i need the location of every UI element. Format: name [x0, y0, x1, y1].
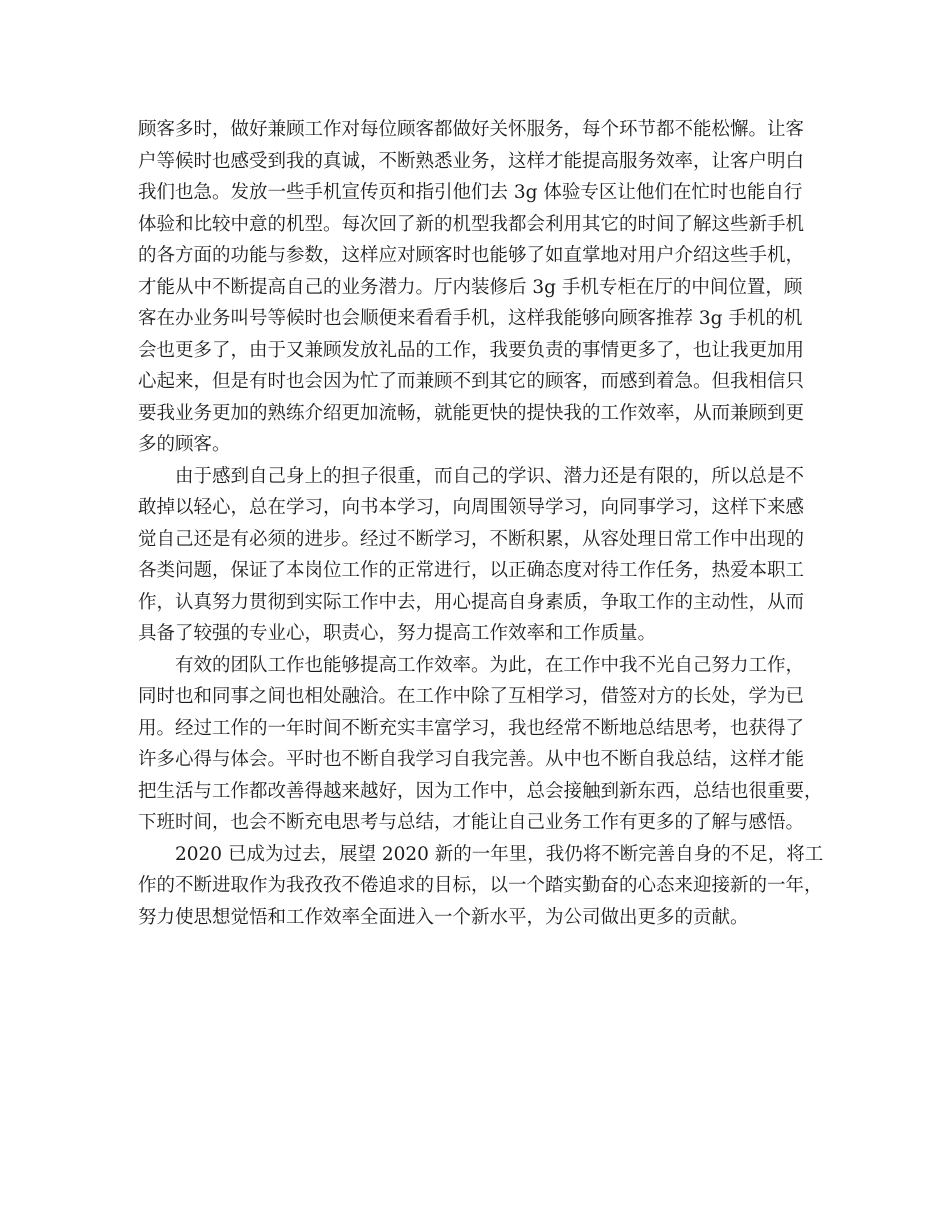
text-line: 敢掉以轻心，总在学习，向书本学习，向周围领导学习，向同事学习，这样下来感: [138, 497, 805, 518]
text-line: 我们也急。发放一些手机宣传页和指引他们去 3g 体验专区让他们在忙时也能自行: [138, 182, 803, 203]
text-line: 2020 已成为过去，展望 2020 新的一年里，我仍将不断完善自身的不足，将工: [175, 843, 824, 865]
text-line: 具备了较强的专业心，职责心，努力提高工作效率和工作质量。: [138, 623, 657, 644]
text-line: 心起来，但是有时也会因为忙了而兼顾不到其它的顾客，而感到着急。但我相信只: [138, 371, 805, 392]
text-line: 的各方面的功能与参数，这样应对顾客时也能够了如直掌地对用户介绍这些手机，: [138, 245, 805, 266]
text-line: 多的顾客。: [138, 434, 231, 455]
text-line: 作，认真努力贯彻到实际工作中去，用心提高自身素质，争取工作的主动性，从而: [138, 591, 805, 613]
text-line: 觉自己还是有必须的进步。经过不断学习，不断积累，从容处理日常工作中出现的: [138, 528, 805, 550]
text-line: 体验和比较中意的机型。每次回了新的机型我都会利用其它的时间了解这些新手机: [138, 213, 805, 235]
text-line: 户等候时也感受到我的真诚，不断熟悉业务，这样才能提高服务效率，让客户明白: [138, 150, 805, 172]
paragraph-customer-service: [138, 114, 814, 461]
text-line: 要我业务更加的熟练介绍更加流畅，就能更快的提快我的工作效率，从而兼顾到更: [138, 402, 805, 424]
text-line: 由于感到自己身上的担子很重，而自己的学识、潜力还是有限的，所以总是不: [175, 465, 805, 487]
text-line: 努力使思想觉悟和工作效率全面进入一个新水平，为公司做出更多的贡献。: [138, 906, 749, 928]
text-line: 顾客多时，做好兼顾工作对每位顾客都做好关怀服务，每个环节都不能松懈。让客: [138, 119, 805, 140]
text-line: 把生活与工作都改善得越来越好，因为工作中，总会接触到新东西，总结也很重要，: [138, 780, 823, 802]
text-line: 许多心得与体会。平时也不断自我学习自我完善。从中也不断自我总结，这样才能: [138, 749, 805, 770]
text-line: 客在办业务叫号等候时也会顺便来看看手机，这样我能够向顾客推荐 3g 手机的机: [138, 308, 803, 329]
text-line: 作的不断进取作为我孜孜不倦追求的目标，以一个踏实勤奋的心态来迎接新的一年，: [138, 875, 823, 896]
paragraph-learning: [138, 461, 814, 650]
text-line: 下班时间，也会不断充电思考与总结，才能让自己业务工作有更多的了解与感悟。: [138, 812, 805, 833]
paragraph-outlook: [138, 839, 824, 934]
text-line: 各类问题，保证了本岗位工作的正常进行，以正确态度对待工作任务，热爱本职工: [138, 560, 805, 581]
text-line: 会也更多了，由于又兼顾发放礼品的工作，我要负责的事情更多了，也让我更加用: [138, 339, 805, 361]
text-line: 才能从中不断提高自己的业务潜力。厅内装修后 3g 手机专柜在厅的中间位置，顾: [138, 276, 803, 298]
text-line: 用。经过工作的一年时间不断充实丰富学习，我也经常不断地总结思考，也获得了: [138, 717, 805, 739]
text-line: 同时也和同事之间也相处融洽。在工作中除了互相学习，借签对方的长处，学为已: [138, 686, 805, 707]
document-body: [138, 114, 824, 933]
paragraph-teamwork: [138, 650, 823, 839]
text-line: 有效的团队工作也能够提高工作效率。为此，在工作中我不光自己努力工作，: [175, 654, 805, 676]
